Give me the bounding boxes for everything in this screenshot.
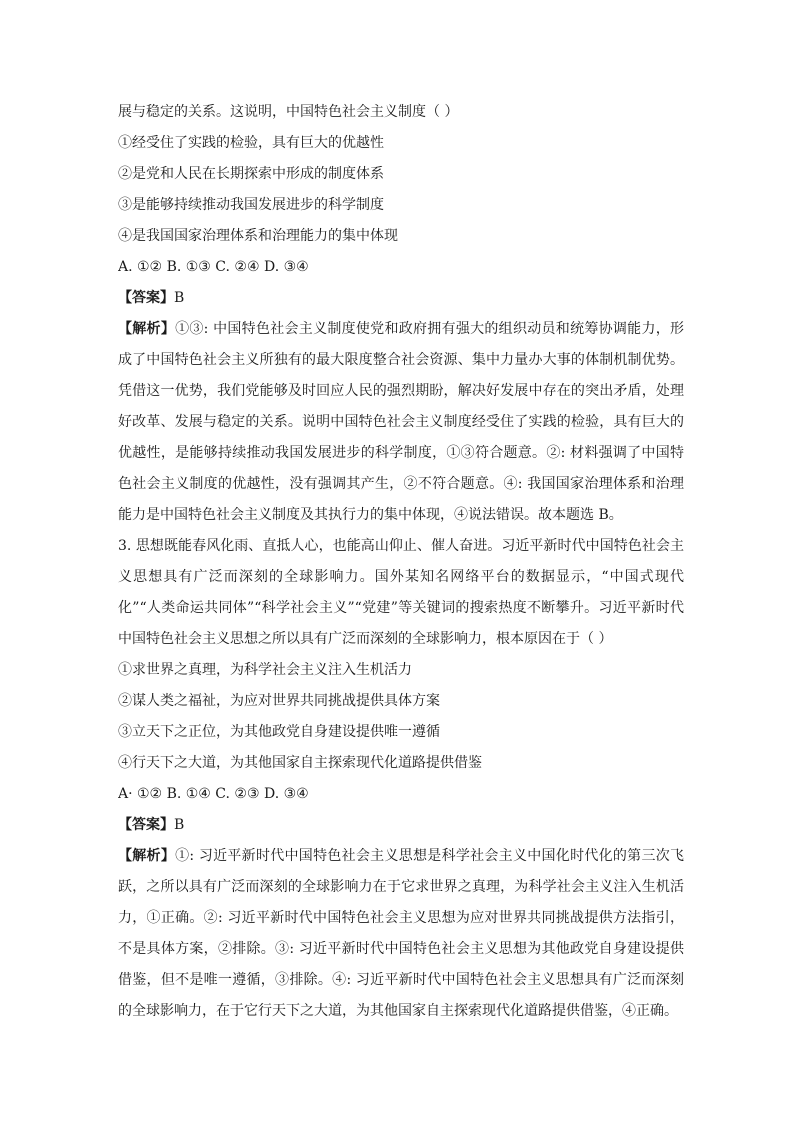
q2-analysis-tag: 【解析】: [118, 321, 176, 337]
q3-analysis-text: ①: 习近平新时代中国特色社会主义思想是科学社会主义中国化时代化的第三次飞跃，之所以具有广泛而深刻的全球影响力在于它求世界之真理，为科学社会主义注入生机活力，①正确。②: 习近平新时代中国特色社会主义思想为应对世界共同挑战提供方法指引，不是具体方案，②排除。③: 习近平新时代中国特色社会主义思想为其他政党自身建设提供借鉴，但不是唯一遵循，③排除。④: 习近平新时代中国特色社会主义思想具有广泛而深刻的全球影响力，在于它行天下之大道，为其他国家自主探索现代化道路提供借鉴，④正确。: [118, 848, 685, 1019]
q3-answer-tag: 【答案】: [118, 817, 174, 833]
q2-choices: A. ①② B. ①③ C. ②④ D. ③④: [118, 259, 309, 275]
q3-analysis: [118, 841, 684, 1027]
q2-option-2: ②是党和人民在长期探索中形成的制度体系: [118, 166, 384, 182]
q3-option-3: ③立天下之正位，为其他政党自身建设提供唯一遵循: [118, 724, 440, 740]
q3-stem: 3. 思想既能春风化雨、直抵人心，也能高山仰止、催人奋进。习近平新时代中国特色社会主义思想具有广泛而深刻的全球影响力。国外某知名网络平台的数据显示，“中国式现代化”“人类命运共同体”“科学社会主义”“党建”等关键词的搜索热度不断攀升。习近平新时代中国特色社会主义思想之所以具有广泛而深刻的全球影响力，根本原因在于（ ）: [118, 538, 684, 647]
q2-option-3: ③是能够持续推动我国发展进步的科学制度: [118, 197, 384, 213]
q2-stem-end: 展与稳定的关系。这说明，中国特色社会主义制度（ ）: [118, 104, 459, 120]
q2-answer-value: B: [174, 290, 185, 306]
q3-choices: A· ①② B. ①④ C. ②③ D. ③④: [118, 786, 309, 802]
q2-analysis: [118, 314, 684, 531]
q3-answer-value: B: [174, 817, 185, 833]
q2-analysis-text: ①③: 中国特色社会主义制度使党和政府拥有强大的组织动员和统筹协调能力，形成了中国特色社会主义所独有的最大限度整合社会资源、集中力量办大事的体制机制优势。凭借这一优势，我们党能够及时回应人民的强烈期盼，解决好发展中存在的突出矛盾，处理好改革、发展与稳定的关系。说明中国特色社会主义制度经受住了实践的检验，具有巨大的优越性，是能够持续推动我国发展进步的科学制度，①③符合题意。②: 材料强调了中国特色社会主义制度的优越性，没有强调其产生，②不符合题意。④: 我国国家治理体系和治理能力是中国特色社会主义制度及其执行力的集中体现，④说法错误。故本题选 B。: [118, 321, 685, 523]
q3-option-2: ②谋人类之福祉，为应对世界共同挑战提供具体方案: [118, 693, 440, 709]
q2-option-1: ①经受住了实践的检验，具有巨大的优越性: [118, 135, 384, 151]
q2-answer-tag: 【答案】: [118, 290, 174, 306]
document-page: [118, 97, 684, 1027]
q3-answer: [118, 810, 684, 841]
q2-option-4: ④是我国国家治理体系和治理能力的集中体现: [118, 228, 398, 244]
q3-analysis-tag: 【解析】: [118, 848, 176, 864]
q2-answer: [118, 283, 684, 314]
q3-option-4: ④行天下之大道，为其他国家自主探索现代化道路提供借鉴: [118, 755, 482, 771]
q3-option-1: ①求世界之真理，为科学社会主义注入生机活力: [118, 662, 412, 678]
